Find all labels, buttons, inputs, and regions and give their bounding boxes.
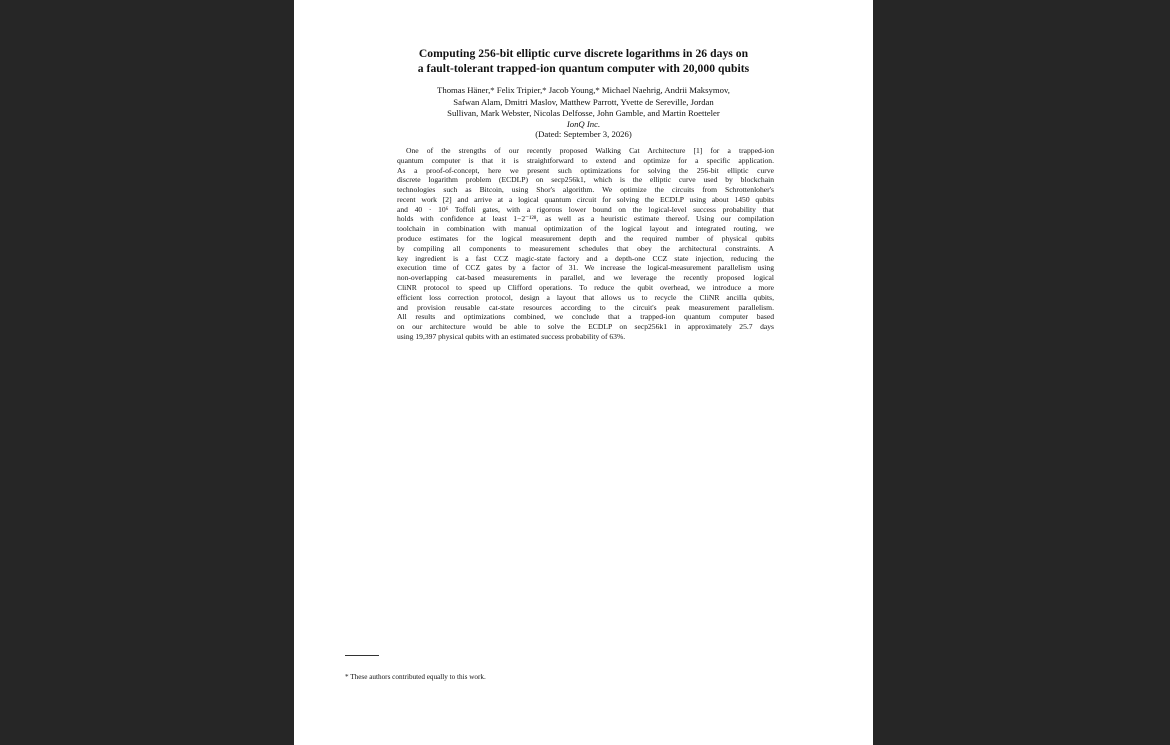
affiliation: IonQ Inc. <box>566 119 601 129</box>
abstract-line: One of the strengths of our recently proposed Walking Cat Architecture [1] for a trapped-ion <box>406 146 774 155</box>
title-line-1: Computing 256-bit elliptic curve discrete logarithms in 26 days on <box>418 47 749 60</box>
authors-line-2: Safwan Alam, Dmitri Maslov, Matthew Parrott, Yvette de Sereville, Jordan <box>453 96 714 107</box>
abstract-line: by compiling all components to measurement schedules that obey the architectural constraints. A <box>397 243 774 253</box>
abstract-line: holds with confidence at least 1−2⁻¹²⁸, as well as a heuristic estimate thereof. Using our compilation <box>397 214 774 224</box>
abstract-line: As a proof-of-concept, here we present such optimizations for solving the 256-bit elliptic curve <box>397 165 774 175</box>
authors-line-1: Thomas Häner,* Felix Tripier,* Jacob Young,* Michael Naehrig, Andrii Maksymov, <box>437 85 730 95</box>
abstract-line: technologies such as Bitcoin, using Shor's algorithm. We optimize the circuits from Schrottenloher's <box>397 185 774 195</box>
abstract-line: on our architecture would be able to solve the ECDLP on secp256k1 in approximately 25.7 days <box>397 322 774 332</box>
date-line: (Dated: September 3, 2026) <box>535 129 632 139</box>
abstract-line: efficient loss correction protocol, design a layout that allows us to recycle the CliNR ancilla qubits, <box>397 292 774 302</box>
footnote: * These authors contributed equally to this work. <box>345 673 486 681</box>
abstract-line: CliNR protocol to speed up Clifford operations. To reduce the qubit overhead, we introduce a more <box>397 282 774 292</box>
abstract-line: and provision reusable cat-state resources according to the circuit's peak measurement parallelism. <box>397 302 774 312</box>
abstract-line: discrete logarithm problem (ECDLP) on secp256k1, which is the elliptic curve used by blockchain <box>397 175 774 185</box>
abstract-line: using 19,397 physical qubits with an estimated success probability of 63%. <box>397 331 626 341</box>
footnote-rule <box>345 655 379 656</box>
authors-line-3: Sullivan, Mark Webster, Nicolas Delfosse, John Gamble, and Martin Roetteler <box>447 108 720 119</box>
pdf-page <box>294 0 873 745</box>
abstract-line: recent work [2] and arrive at a logical quantum circuit for solving the ECDLP using about 1450 qubits <box>397 194 774 204</box>
abstract <box>397 146 774 342</box>
abstract-line: All results and optimizations combined, we conclude that a trapped-ion quantum computer based <box>397 312 774 322</box>
abstract-line: key ingredient is a fast CCZ magic-state factory and a depth-one CCZ state injection, reducing the <box>397 253 774 263</box>
title-line-2: a fault-tolerant trapped-ion quantum computer with 20,000 qubits <box>417 61 750 75</box>
abstract-line: produce estimates for the logical measurement depth and the required number of physical qubits <box>397 234 774 244</box>
abstract-line: toolchain in combination with manual optimization of the logical layout and integrated routing, we <box>397 224 774 234</box>
author-list <box>354 85 813 120</box>
abstract-line: quantum computer is that it is straightforward to extend and optimize for a specific application. <box>397 155 774 165</box>
abstract-line: non-overlapping cat-based measurements in parallel, and we leverage the recently proposed logical <box>397 273 774 283</box>
abstract-line: execution time of CCZ gates by a factor of 31. We increase the logical-measurement parallelism using <box>397 263 774 273</box>
paper-title <box>314 47 853 76</box>
abstract-line: and 40 · 10⁶ Toffoli gates, with a rigorous lower bound on the logical-level success probability that <box>397 204 774 214</box>
